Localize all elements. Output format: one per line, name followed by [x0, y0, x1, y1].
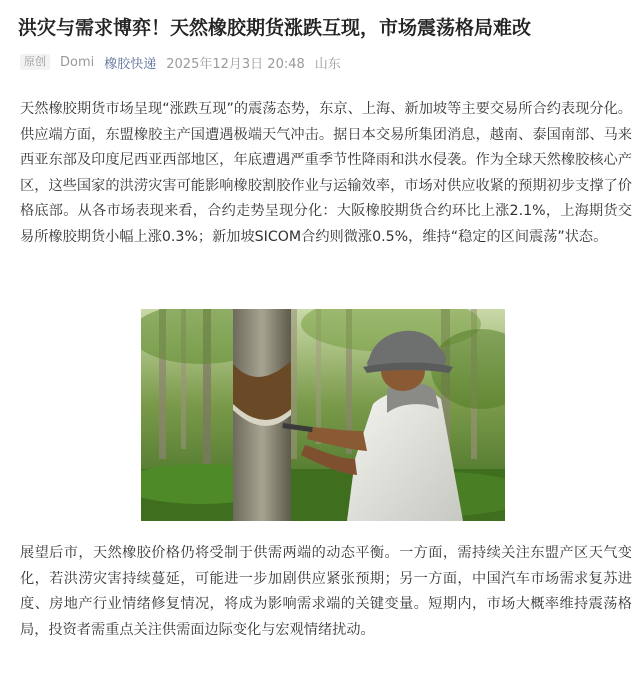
- rubber-tapping-photo[interactable]: [141, 309, 505, 521]
- paragraph-2: 展望后市，天然橡胶价格仍将受制于供需两端的动态平衡。一方面，需持续关注东盟产区天气变化，若洪涝灾害持续蔓延，可能进一步加剧供应紧张预期；另一方面，中国汽车市场需求复苏进度、房地产行业情绪修复情况，将成为影响需求端的关键变量。短期内，市场大概率维持震荡格局，投资者需重点关注供需面边际变化与宏观情绪扰动。: [20, 545, 632, 638]
- author-name: Domi: [60, 54, 95, 70]
- account-link[interactable]: 橡胶快递: [104, 56, 157, 72]
- original-badge: 原创: [20, 54, 50, 70]
- article-title: 洪灾与需求博弈！天然橡胶期货涨跌互现，市场震荡格局难改: [18, 17, 532, 39]
- publish-location: 山东: [314, 56, 341, 72]
- publish-time: 2025年12月3日 20:48: [166, 56, 305, 72]
- paragraph-1: 天然橡胶期货市场呈现“涨跌互现”的震荡态势，东京、上海、新加坡等主要交易所合约表现分化。供应端方面，东盟橡胶主产国遭遇极端天气冲击。据日本交易所集团消息，越南、泰国南部、马来西亚东部及印度尼西亚西部地区，年底遭遇严重季节性降雨和洪水侵袭。作为全球天然橡胶核心产区，这些国家的洪涝灾害可能影响橡胶割胶作业与运输效率，市场对供应收紧的预期初步支撑了价格底部。从各市场表现来看，合约走势呈现分化：大阪橡胶期货合约环比上涨2.1%，上海期货交易所橡胶期货小幅上涨0.3%；新加坡SICOM合约则微涨0.5%，维持“稳定的区间震荡”状态。: [20, 101, 632, 245]
- article-meta: [20, 52, 630, 72]
